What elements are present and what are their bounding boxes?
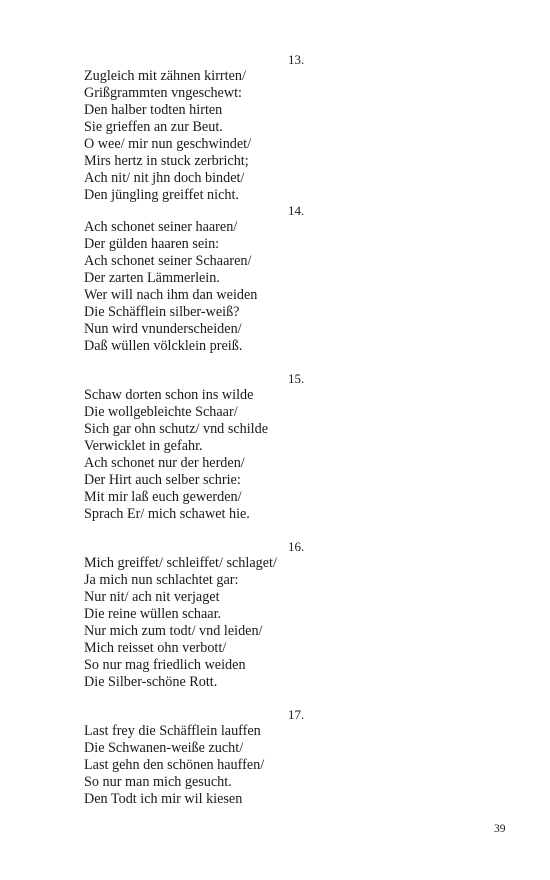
verse-line: Der Hirt auch selber schrie: <box>84 472 241 488</box>
verse-line: Nun wird vnunderscheiden/ <box>84 321 242 337</box>
verse-line: Last frey die Schäfflein lauffen <box>84 723 261 739</box>
stanza-number: 16. <box>288 539 305 554</box>
verse-line: Grißgrammten vngeschewt: <box>84 85 242 101</box>
verse-line: Der gülden haaren sein: <box>84 236 220 252</box>
verse-line: Den halber todten hirten <box>84 102 223 118</box>
verse-line: Schaw dorten schon ins wilde <box>84 387 254 403</box>
stanza-number: 14. <box>288 203 305 218</box>
page-number: 39 <box>494 823 506 835</box>
verse-line: Die reine wüllen schaar. <box>84 606 222 622</box>
stanza-lines <box>84 555 277 691</box>
verse-line: Die Silber-schöne Rott. <box>84 674 218 690</box>
verse-line: Ach schonet nur der herden/ <box>84 455 245 471</box>
stanza-lines <box>84 387 268 523</box>
verse-line: Zugleich mit zähnen kirrten/ <box>84 68 246 84</box>
verse-line: Den Todt ich mir wil kiesen <box>84 791 243 807</box>
verse-line: Mich greiffet/ schleiffet/ schlaget/ <box>84 555 277 571</box>
verse-line: Mich reisset ohn verbott/ <box>84 640 227 656</box>
verse-line: Ach schonet seiner haaren/ <box>84 219 238 235</box>
verse-line: Die wollgebleichte Schaar/ <box>84 404 238 420</box>
verse-line: Last gehn den schönen hauffen/ <box>84 757 265 773</box>
verse-line: Ja mich nun schlachtet gar: <box>84 572 239 588</box>
verse-line: Die Schäfflein silber-weiß? <box>84 304 240 320</box>
verse-line: Mit mir laß euch gewerden/ <box>84 489 242 505</box>
verse-line: Die Schwanen-weiße zucht/ <box>84 740 244 756</box>
stanza-number: 17. <box>288 707 305 722</box>
verse-line: Nur nit/ ach nit verjaget <box>84 589 220 605</box>
verse-line: Sich gar ohn schutz/ vnd schilde <box>84 421 269 437</box>
stanza-lines <box>84 219 257 355</box>
verse-line: Den jüngling greiffet nicht. <box>84 187 239 203</box>
verse-line: Nur mich zum todt/ vnd leiden/ <box>84 623 263 639</box>
verse-line: So nur mag friedlich weiden <box>84 657 246 673</box>
verse-line: Sie grieffen an zur Beut. <box>84 119 223 135</box>
verse-line: So nur man mich gesucht. <box>84 774 232 790</box>
stanza-lines <box>84 68 251 204</box>
stanza-lines <box>84 723 264 808</box>
verse-line: Ach nit/ nit jhn doch bindet/ <box>84 170 245 186</box>
verse-line: Mirs hertz in stuck zerbricht; <box>84 153 249 169</box>
verse-line: Verwicklet in gefahr. <box>84 438 203 454</box>
verse-line: Wer will nach ihm dan weiden <box>84 287 258 303</box>
stanza-number: 15. <box>288 371 305 386</box>
stanza-number: 13. <box>288 52 305 67</box>
verse-line: Daß wüllen völcklein preiß. <box>84 338 243 354</box>
verse-line: Sprach Er/ mich schawet hie. <box>84 506 250 522</box>
verse-line: O wee/ mir nun geschwindet/ <box>84 136 252 152</box>
verse-line: Der zarten Lämmerlein. <box>84 270 220 286</box>
verse-line: Ach schonet seiner Schaaren/ <box>84 253 252 269</box>
